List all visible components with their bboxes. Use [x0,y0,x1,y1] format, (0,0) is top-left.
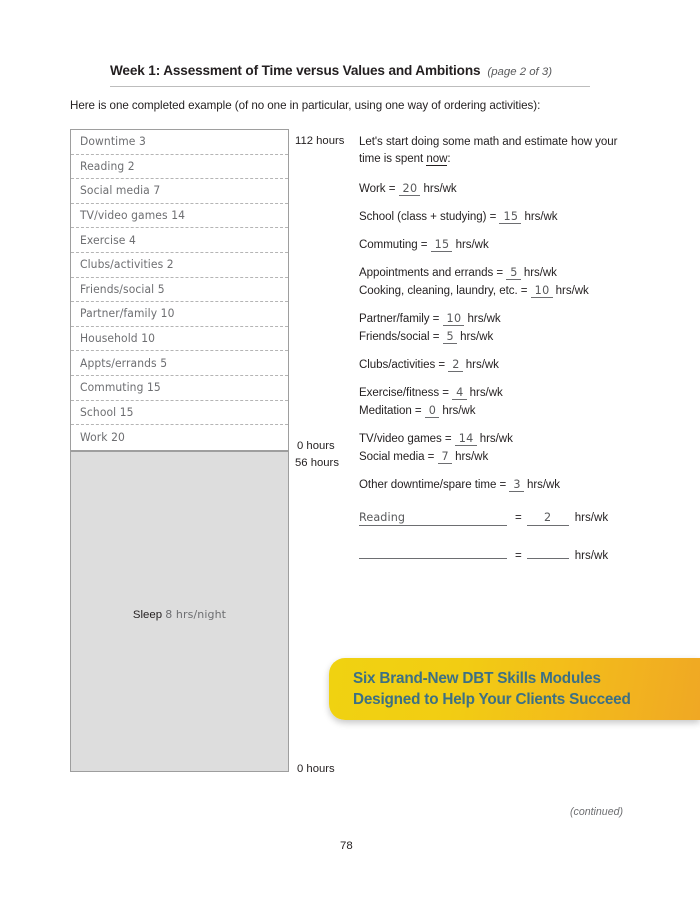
worksheet-item-unit: hrs/wk [466,387,503,399]
worksheet-item [359,182,664,195]
activity-row [71,179,288,204]
worksheet-item [359,478,664,491]
worksheet-item-label: Meditation = [359,405,425,417]
worksheet-item-unit: hrs/wk [523,479,561,491]
activity-row-label: Commuting 15 [80,381,161,395]
worksheet-item-unit: hrs/wk [420,183,457,195]
continued-note: (continued) [570,806,623,818]
worksheet-item [359,266,664,279]
worksheet-column [359,134,664,562]
worksheet-item-label: Other downtime/spare time = [359,479,510,491]
write-in-unit: hrs/wk [574,550,609,562]
worksheet-intro [359,134,631,167]
hours-marker-mid-zero: 0 hours [297,440,335,452]
activity-row-label: School 15 [80,405,134,419]
activity-row [71,130,288,155]
worksheet-item-label: TV/video games = [359,433,455,445]
worksheet-item-unit: hrs/wk [521,211,558,223]
write-in-unit: hrs/wk [574,512,609,524]
activity-row-label: Appts/errands 5 [80,356,168,370]
worksheet-item [359,312,664,325]
activity-table [70,129,289,451]
worksheet-item-label: Exercise/fitness = [359,387,453,399]
worksheet-item-value[interactable]: 20 [399,182,421,196]
activity-row-label: Exercise 4 [80,233,136,247]
page-number: 78 [340,840,353,852]
worksheet-item [359,404,664,417]
activity-row [71,253,288,278]
activity-row [71,228,288,253]
activity-row [71,425,288,450]
worksheet-item-unit: hrs/wk [456,331,494,343]
worksheet-item-value[interactable]: 15 [499,210,521,224]
activity-row [71,204,288,229]
worksheet-item-value[interactable]: 10 [531,284,553,298]
worksheet-item-unit: hrs/wk [452,239,489,251]
intro-text: Here is one completed example (of no one in particular, using one way of ordering activities): [70,99,541,112]
hours-marker-mid-sleep: 56 hours [295,457,339,469]
worksheet-item-label: Partner/family = [359,313,443,325]
sleep-block [70,451,289,772]
worksheet-intro-a: Let's start doing some math and estimate how [359,136,592,148]
worksheet-item-value[interactable]: 4 [452,386,466,400]
worksheet-item-label: Cooking, cleaning, laundry, etc. = [359,285,531,297]
worksheet-intro-b: your time is spent [359,136,618,165]
worksheet-item [359,284,664,297]
worksheet-item [359,210,664,223]
activity-row-label: Social media 7 [80,184,161,198]
activity-row [71,351,288,376]
worksheet-item-value[interactable]: 14 [455,432,477,446]
worksheet-item-unit: hrs/wk [464,313,501,325]
page-header [110,62,590,87]
worksheet-item-label: Commuting = [359,239,431,251]
activity-row-label: Downtime 3 [80,135,146,149]
worksheet-item-value[interactable]: 0 [425,404,439,418]
worksheet-item-label: School (class + studying) = [359,211,500,223]
worksheet-item-value[interactable]: 10 [443,312,465,326]
worksheet-item-value[interactable]: 15 [431,238,453,252]
activity-row-label: Reading 2 [80,159,135,173]
worksheet-item-label: Appointments and errands = [359,267,507,279]
activity-row [71,327,288,352]
activity-row [71,278,288,303]
worksheet-item-label: Social media = [359,451,438,463]
worksheet-item-value[interactable]: 3 [509,478,523,492]
worksheet-item [359,238,664,251]
worksheet-item [359,330,664,343]
sleep-label-text: Sleep [132,609,163,621]
promo-banner[interactable] [329,658,700,720]
worksheet-item-unit: hrs/wk [462,359,499,371]
page-title: Week 1: Assessment of Time versus Values and Ambitions [110,63,481,78]
activity-row [71,155,288,180]
worksheet-item-label: Clubs/activities = [359,359,449,371]
worksheet-intro-underline: now [426,152,448,165]
write-in-name-field[interactable]: Reading [359,511,507,526]
write-in-value-field[interactable] [527,546,569,559]
activity-row [71,302,288,327]
sleep-value: 8 hrs/night [165,608,227,621]
worksheet-item-value[interactable]: 2 [448,358,462,372]
worksheet-item [359,386,664,399]
activity-row [71,401,288,426]
worksheet-write-in-row [359,511,664,526]
worksheet-item-value[interactable]: 7 [438,450,452,464]
activity-row-label: Work 20 [80,430,125,444]
worksheet-item-unit: hrs/wk [552,285,589,297]
write-in-equals: = [515,550,522,562]
write-in-value-field[interactable]: 2 [527,511,569,526]
hours-marker-top: 112 hours [295,135,345,147]
activity-row-label: Partner/family 10 [80,307,175,321]
worksheet-write-in-rows [359,511,664,562]
activity-row-label: Household 10 [80,332,156,346]
worksheet-item-unit: hrs/wk [520,267,557,279]
write-in-equals: = [515,512,522,524]
worksheet-item-value[interactable]: 5 [443,330,457,344]
promo-line-1: Six Brand-New DBT Skills Modules [353,670,601,687]
worksheet-item [359,358,664,371]
promo-line-2: Designed to Help Your Clients Succeed [353,691,631,708]
worksheet-write-in-row [359,546,664,562]
worksheet-item-value[interactable]: 5 [506,266,520,280]
worksheet-item-unit: hrs/wk [476,433,513,445]
worksheet-items [359,182,664,491]
activity-row-label: Friends/social 5 [80,282,165,296]
worksheet-item-unit: hrs/wk [439,405,476,417]
sleep-label [71,608,288,621]
activity-row-label: TV/video games 14 [80,209,186,223]
worksheet-item-label: Work = [359,183,399,195]
worksheet-item [359,450,664,463]
hours-marker-bottom: 0 hours [297,763,335,775]
write-in-name-field[interactable] [359,546,507,559]
worksheet-item-label: Friends/social = [359,331,443,343]
activity-row [71,376,288,401]
activity-row-label: Clubs/activities 2 [80,258,174,272]
page-note: (page 2 of 3) [487,66,552,78]
worksheet-item [359,432,664,445]
worksheet-intro-c: : [447,152,451,165]
worksheet-item-unit: hrs/wk [451,451,489,463]
